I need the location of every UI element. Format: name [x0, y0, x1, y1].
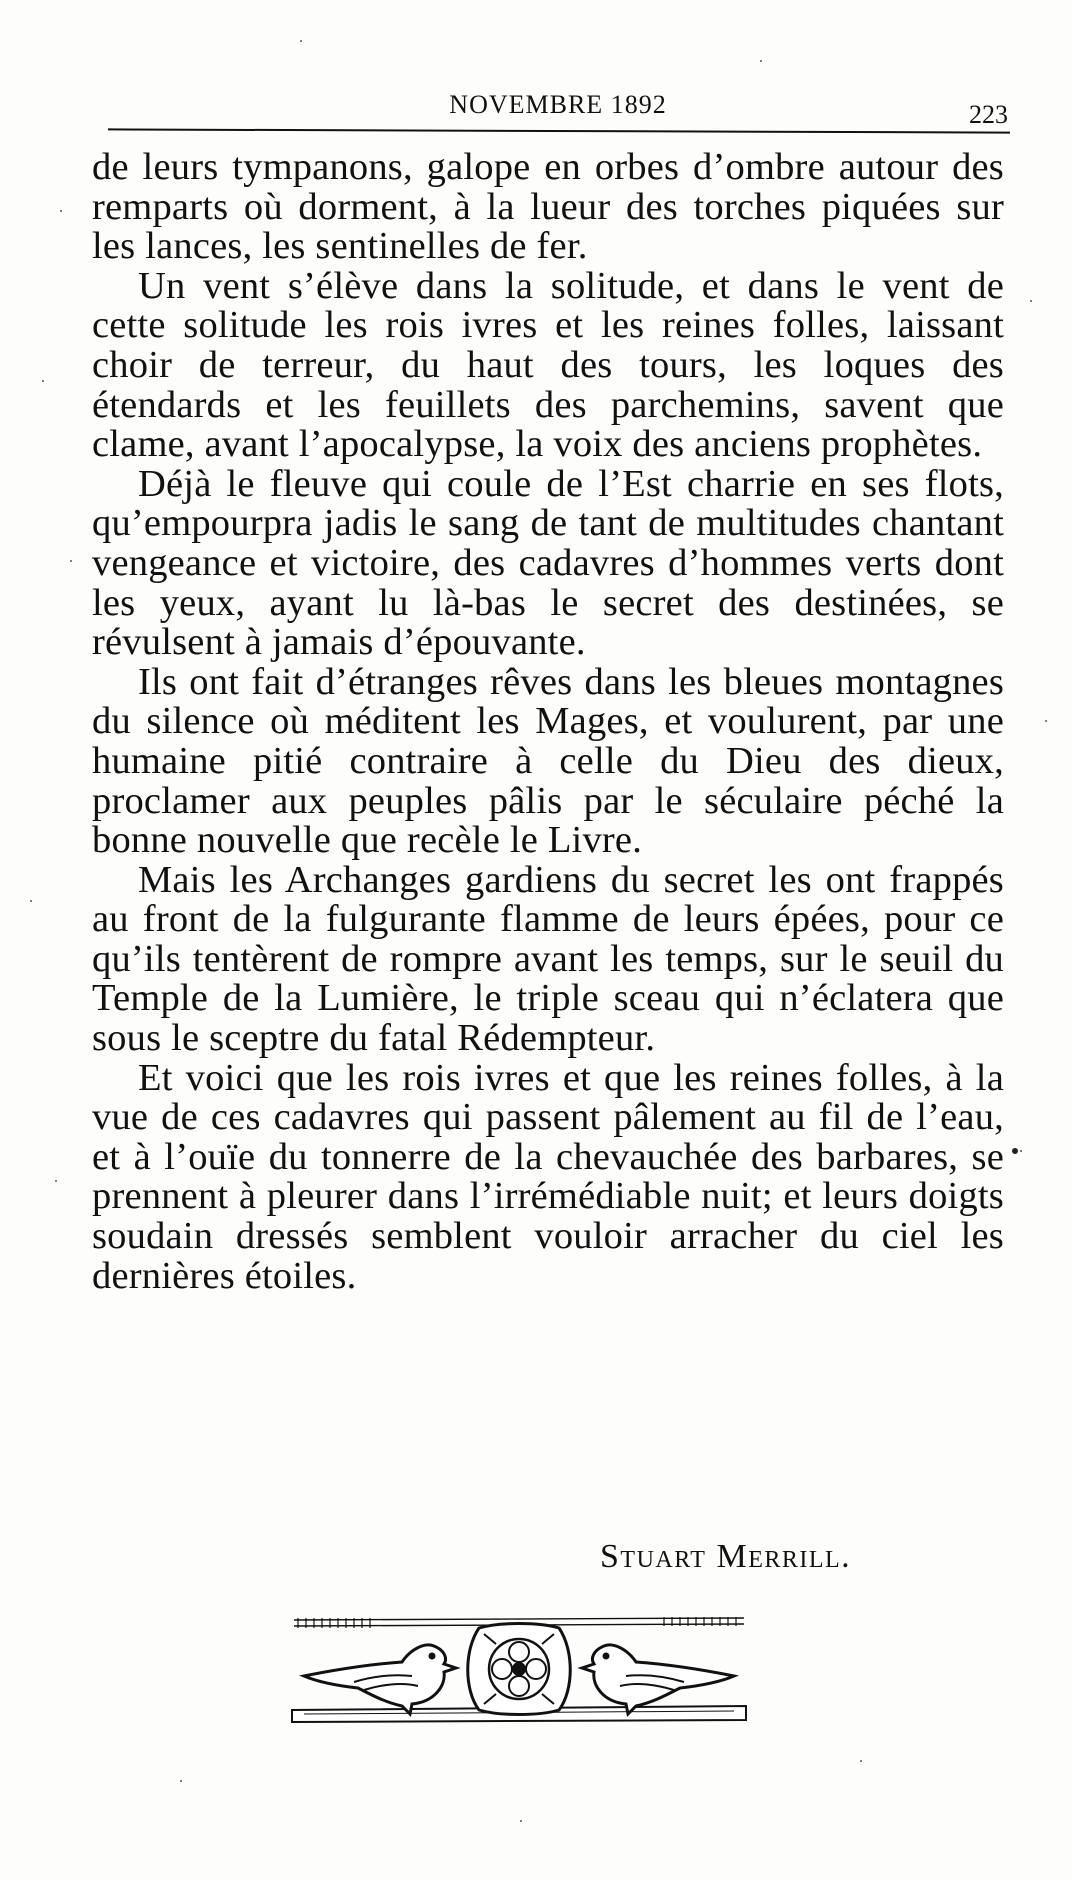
paper-speck — [180, 1780, 182, 1782]
body-text — [92, 148, 1004, 1296]
paragraph-4: Ils ont fait d’étranges rêves dans les bleues montagnes du silence où méditent les Mages, et voulurent, par une humaine pitié contraire à celle du Dieu des dieux, proclamer aux peuples pâlis par le séculaire péché la bonne nouvelle que recèle le Livre. — [92, 660, 1004, 862]
page-header — [108, 88, 1008, 132]
running-title: NOVEMBRE 1892 — [449, 90, 667, 119]
paper-speck — [760, 60, 762, 62]
paper-speck — [860, 1760, 862, 1762]
paper-speck — [1045, 720, 1047, 722]
paper-speck — [1012, 1148, 1018, 1154]
page-number: 223 — [969, 100, 1008, 129]
paper-speck — [1030, 300, 1032, 302]
paper-speck — [70, 560, 72, 562]
paragraph-3: Déjà le fleuve qui coule de l’Est charrie en ses flots, qu’empourpra jadis le sang de tant de multitudes chantant vengeance et victoire, des cadavres d’hommes verts dont les yeux, ayant lu là-bas le secret des destinées, se révulsent à jamais d’épouvante. — [92, 462, 1004, 664]
paper-speck — [300, 40, 302, 42]
paper-speck — [520, 1820, 522, 1822]
paragraph-6: Et voici que les rois ivres et que les reines folles, à la vue de ces cadavres qui passent pâlement au fil de l’eau, et à l’ouïe du tonnerre de la chevauchée des barbares, se prennent à pleurer dans l’irrémédiable nuit; et leurs doigts soudain dressés semblent vouloir arracher du ciel les dernières étoiles. — [92, 1056, 1004, 1297]
paper-speck — [55, 1180, 57, 1182]
paper-speck — [1020, 1150, 1022, 1152]
paragraph-5: Mais les Archanges gardiens du secret les ont frappés au front de la fulgurante flamme de leurs épées, pour ce qu’ils tentèrent de rompre avant les temps, sur le seuil du Temple de la Lumière, le triple sceau qui n’éclatera que sous le sceptre du fatal Rédempteur. — [92, 858, 1004, 1060]
paper-speck — [30, 900, 32, 902]
paragraph-1: de leurs tympanons, galope en orbes d’ombre autour des remparts où dorment, à la lueur des torches piquées sur les lances, les sentinelles de fer. — [92, 146, 1004, 268]
paper-speck — [42, 380, 44, 382]
author-signature: Stuart Merrill. — [600, 1538, 852, 1575]
paper-speck — [60, 210, 62, 212]
paragraph-2: Un vent s’élève dans la solitude, et dans le vent de cette solitude les rois ivres et les reines folles, laissant choir de terreur, du haut des tours, les loques des étendards et les feuillets des parchemins, savent que clame, avant l’apocalypse, la voix des anciens prophètes. — [92, 264, 1004, 466]
birds-and-rose-vignette-icon — [284, 1610, 754, 1724]
